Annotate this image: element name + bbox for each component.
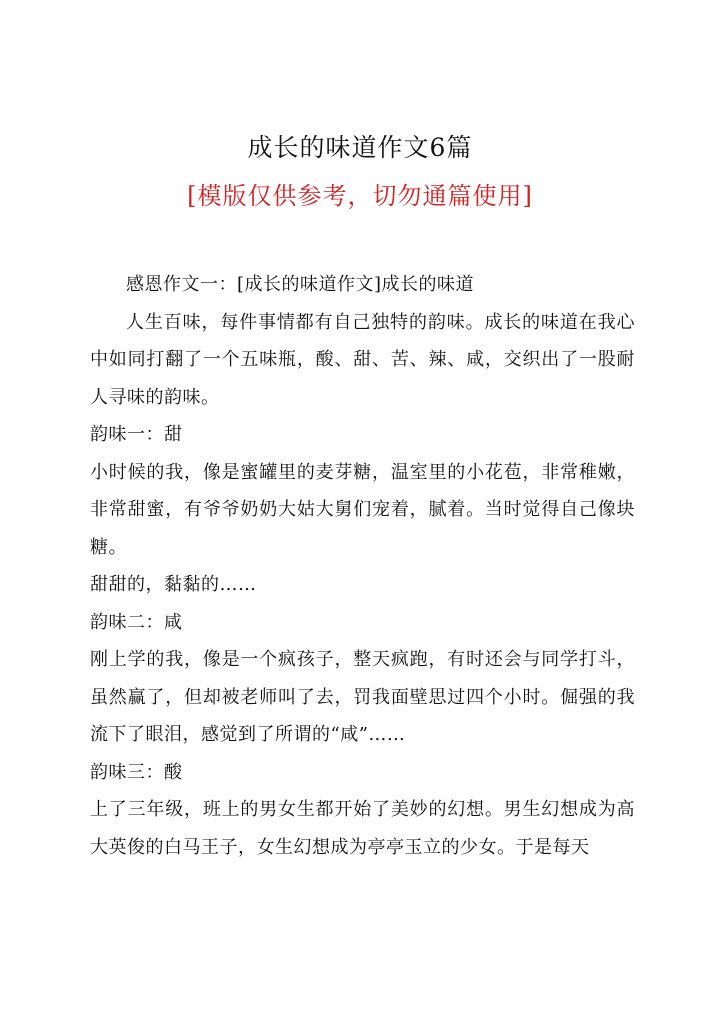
essay-heading: 感恩作文一：[成长的味道作文]成长的味道 xyxy=(126,274,475,295)
section-heading-sweet: 韵味一：甜 xyxy=(90,424,183,445)
section-heading-sour: 韵味三：酸 xyxy=(90,761,183,783)
paragraph-intro: 人生百味，每件事情都有自己独特的韵味。成长的味道在我心中如同打翻了一个五味瓶，酸、甜、苦、辣、咸，交织出了一股耐人寻味的韵味。 xyxy=(90,311,635,408)
document-subtitle: [模版仅供参考，切勿通篇使用] xyxy=(187,182,533,210)
paragraph-sour: 上了三年级，班上的男女生都开始了美妙的幻想。男生幻想成为高大英俊的白马王子，女生幻想成为亭亭玉立的少女。于是每天 xyxy=(90,799,635,858)
paragraph-salty: 刚上学的我，像是一个疯孩子，整天疯跑，有时还会与同学打斗，虽然赢了，但却被老师叫了去，罚我面壁思过四个小时。倔强的我流下了眼泪，感觉到了所谓的“咸”…… xyxy=(90,649,635,745)
section-heading-salty: 韵味二：咸 xyxy=(90,611,183,633)
essay-body xyxy=(90,266,635,866)
paragraph-sweet: 小时候的我，像是蜜罐里的麦芽糖，温室里的小花苞，非常稚嫩，非常甜蜜，有爷爷奶奶大姑大舅们宠着，腻着。当时觉得自己像块糖。 xyxy=(90,461,635,558)
paragraph-sweet-end: 甜甜的，黏黏的…… xyxy=(90,574,257,595)
document-title: 成长的味道作文6篇 xyxy=(247,133,473,162)
